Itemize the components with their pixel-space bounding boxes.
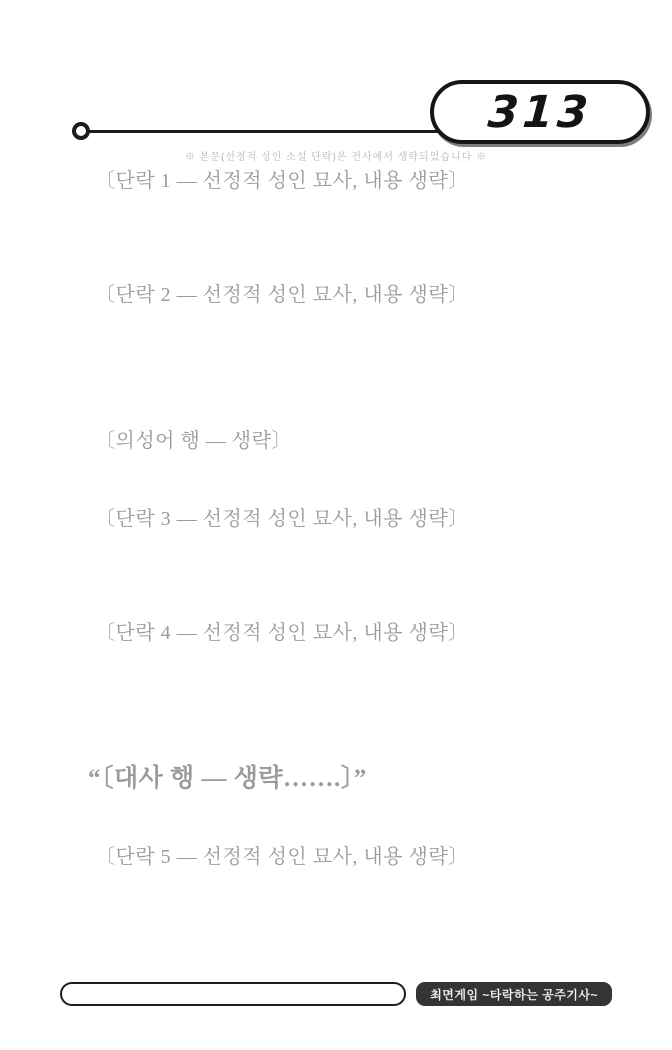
page-footer — [0, 980, 672, 1008]
paragraph — [63, 422, 610, 460]
page-number-badge — [430, 80, 650, 144]
book-title: 최면게임 ~타락하는 공주기사~ — [430, 987, 598, 1002]
footer-title-badge — [416, 982, 612, 1006]
paragraph-text: 〔단락 4 — 선정적 성인 묘사, 내용 생략〕 — [95, 622, 469, 644]
paragraph — [63, 276, 610, 390]
footer-pill-ornament — [60, 982, 406, 1006]
paragraph-text: “〔대사 행 — 생략…….〕” — [88, 765, 367, 792]
paragraph-text: 〔단락 3 — 선정적 성인 묘사, 내용 생략〕 — [95, 508, 469, 530]
paragraph-text: 〔의성어 행 — 생략〕 — [95, 430, 292, 452]
paragraph-text: 〔단락 5 — 선정적 성인 묘사, 내용 생략〕 — [95, 846, 469, 868]
page-number: 313 — [486, 86, 594, 138]
paragraph — [63, 754, 610, 804]
paragraph — [63, 614, 610, 728]
paragraph-text: 〔단락 1 — 선정적 성인 묘사, 내용 생략〕 — [95, 170, 469, 192]
paragraph-text: 〔단락 2 — 선정적 성인 묘사, 내용 생략〕 — [95, 284, 469, 306]
page-header — [0, 78, 672, 144]
body-area — [63, 162, 610, 960]
redaction-notice: ※ 본문(선정적 성인 소설 단락)은 전사에서 생략되었습니다 ※ — [184, 152, 488, 163]
paragraph — [63, 162, 610, 276]
paragraph — [63, 500, 610, 614]
paragraph — [63, 838, 610, 914]
